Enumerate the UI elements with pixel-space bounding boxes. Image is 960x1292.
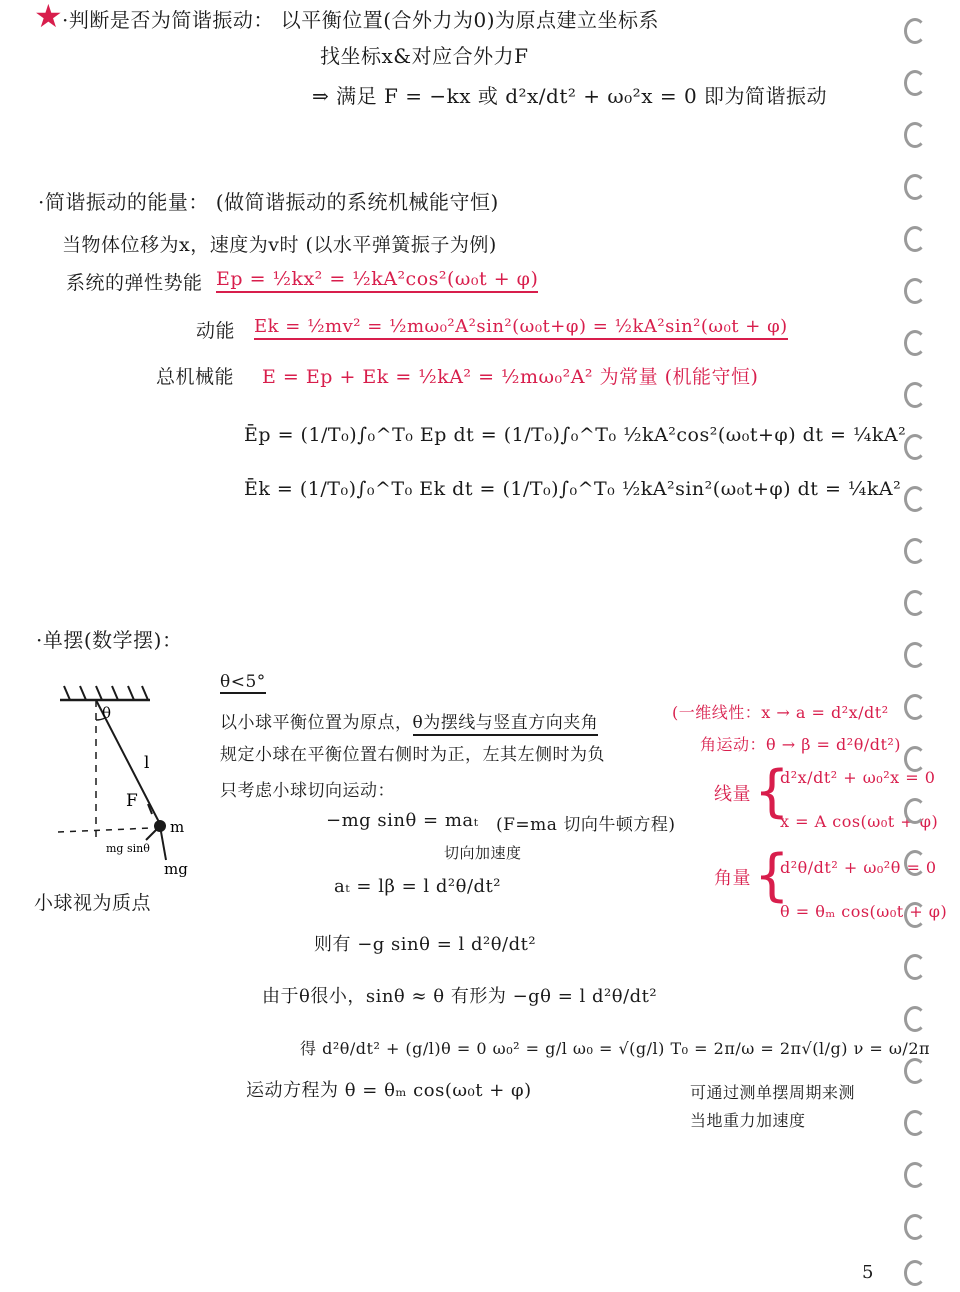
e-formula: E = Ep + Ek = ½kA² = ½mω₀²A² 为常量 (机能守恒) — [262, 366, 759, 388]
note-line-1: 可通过测单摆周期来测 — [690, 1083, 856, 1102]
criterion-line-3: ⇒ 满足 F = −kx 或 d²x/dt² + ω₀²x = 0 即为简谐振动 — [312, 84, 828, 108]
horizontal-dashed-line — [58, 828, 152, 832]
ring-icon — [904, 694, 926, 720]
tangential-note: (F=ma 切向牛顿方程) — [496, 815, 676, 835]
ring-icon — [904, 642, 926, 668]
ring-icon — [904, 70, 926, 96]
ring-icon — [904, 18, 926, 44]
angular-brace-icon: { — [754, 843, 790, 908]
side-note-angular: 角运动：θ → β = d²θ/dt²) — [700, 735, 902, 754]
tangent-arrow — [146, 826, 160, 840]
ring-icon — [904, 1110, 926, 1136]
pendulum-line-1b: θ为摆线与竖直方向夹角 — [413, 713, 599, 736]
note-line-2: 当地重力加速度 — [690, 1111, 806, 1130]
ep-average: Ēp = (1/T₀)∫₀^T₀ Ep dt = (1/T₀)∫₀^T₀ ½kA²cos²(ω₀t+φ) dt = ¼kA² — [244, 424, 907, 446]
ring-icon — [904, 1058, 926, 1084]
ring-icon — [904, 954, 926, 980]
ring-icon — [904, 590, 926, 616]
length-label: l — [144, 753, 150, 773]
small-angle-equation: 由于θ很小，sinθ ≈ θ 有形为 −gθ = l d²θ/dt² — [262, 986, 658, 1007]
angle-condition — [220, 672, 266, 692]
omega-period-line: 得 d²θ/dt² + (g/l)θ = 0 ω₀² = g/l ω₀ = √(g/l) T₀ = 2π/ω = 2π√(l/g) ν = ω/2π — [300, 1039, 931, 1058]
angle-label: θ — [102, 704, 112, 722]
ring-icon — [904, 850, 926, 876]
ek-formula-text: Ek = ½mv² = ½mω₀²A²sin²(ω₀t+φ) = ½kA²sin²(ω₀t + φ) — [254, 316, 788, 340]
ek-formula — [254, 316, 788, 337]
pendulum-diagram — [40, 680, 210, 880]
ek-average: Ēk = (1/T₀)∫₀^T₀ Ek dt = (1/T₀)∫₀^T₀ ½kA²sin²(ω₀t+φ) dt = ¼kA² — [244, 478, 902, 500]
ring-icon — [904, 174, 926, 200]
angle-condition-text: θ<5° — [220, 672, 266, 692]
tangential-acceleration: aₜ = lβ = l d²θ/dt² — [334, 876, 501, 897]
ring-icon — [904, 434, 926, 460]
ep-label: 系统的弹性势能 — [66, 272, 203, 294]
spiral-binding — [904, 18, 932, 1288]
page-number: 5 — [862, 1262, 874, 1283]
ek-label: 动能 — [196, 320, 236, 342]
ep-formula-text: Ep = ½kx² = ½kA²cos²(ω₀t + φ) — [216, 268, 538, 293]
force-label: F — [126, 791, 138, 811]
pendulum-line-2: 规定小球在平衡位置右侧时为正，左其左侧时为负 — [220, 745, 605, 765]
ring-icon — [904, 798, 926, 824]
ceiling-hatch — [64, 686, 148, 700]
ring-icon — [904, 746, 926, 772]
ring-icon — [904, 1260, 926, 1286]
criterion-line-2: 找坐标x&对应合外力F — [320, 44, 529, 68]
ring-icon — [904, 1162, 926, 1188]
ring-icon — [904, 538, 926, 564]
ring-icon — [904, 1006, 926, 1032]
pendulum-heading: ·单摆(数学摆)： — [36, 628, 183, 652]
star-icon: ★ — [34, 0, 63, 35]
criterion-line-1: ·判断是否为简谐振动： 以平衡位置(合外力为0)为原点建立坐标系 — [62, 8, 660, 32]
pendulum-line-3: 只考虑小球切向运动： — [220, 781, 395, 801]
mass-label: m — [170, 818, 185, 836]
angular-quantity-label: 角量 — [714, 868, 751, 889]
pendulum-line-1a: 以小球平衡位置为原点， — [220, 713, 413, 733]
linear-brace-icon: { — [754, 759, 790, 824]
ring-icon — [904, 902, 926, 928]
e-label: 总机械能 — [156, 366, 235, 388]
angular-equation-2: θ = θₘ cos(ω₀t + φ) — [780, 902, 948, 921]
side-note-linear: (一维线性：x → a = d²x/dt² — [672, 703, 889, 722]
component-label: mg sinθ — [106, 842, 150, 855]
linear-quantity-label: 线量 — [714, 784, 751, 805]
pendulum-line-1 — [220, 708, 598, 733]
motion-equation: 运动方程为 θ = θₘ cos(ω₀t + φ) — [246, 1080, 532, 1101]
weight-label: mg — [164, 860, 188, 878]
energy-intro: 当物体位移为x，速度为v时 (以水平弹簧振子为例) — [62, 234, 497, 256]
pendulum-equation: 则有 −g sinθ = l d²θ/dt² — [314, 934, 537, 955]
ring-icon — [904, 382, 926, 408]
linear-equation-1: d²x/dt² + ω₀²x = 0 — [780, 768, 936, 787]
ring-icon — [904, 278, 926, 304]
ring-icon — [904, 486, 926, 512]
linear-equation-2: x = A cos(ω₀t + φ) — [780, 812, 939, 831]
energy-heading: ·简谐振动的能量： (做简谐振动的系统机械能守恒) — [38, 190, 499, 214]
ep-formula — [216, 268, 538, 290]
tangential-subnote: 切向加速度 — [444, 844, 522, 862]
tangential-equation: −mg sinθ = maₜ — [326, 810, 479, 831]
diagram-caption: 小球视为质点 — [34, 892, 152, 914]
ring-icon — [904, 226, 926, 252]
ring-icon — [904, 1214, 926, 1240]
angular-equation-1: d²θ/dt² + ω₀²θ = 0 — [780, 858, 937, 877]
ring-icon — [904, 122, 926, 148]
ring-icon — [904, 330, 926, 356]
